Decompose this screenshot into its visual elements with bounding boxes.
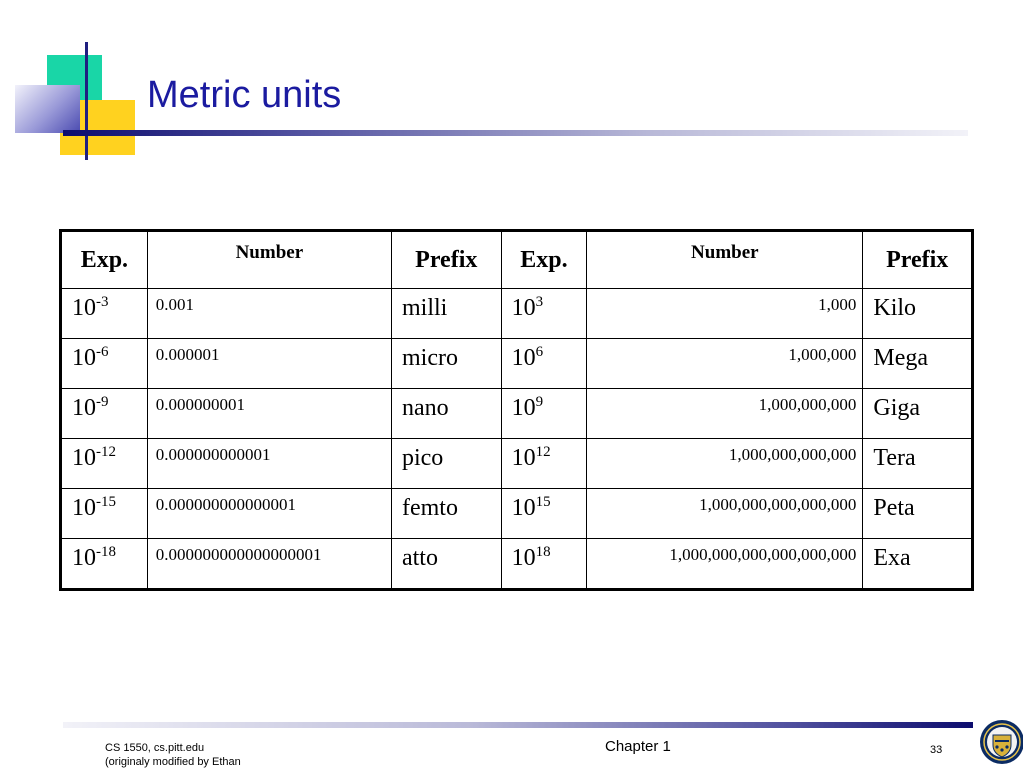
small-prefix-cell: atto <box>391 539 501 590</box>
exp-base: 10 <box>511 295 536 321</box>
large-prefix-cell: Kilo <box>863 289 973 339</box>
footer-chapter: Chapter 1 <box>605 738 671 755</box>
small-prefix-cell: femto <box>391 489 501 539</box>
exp-power: -18 <box>96 544 116 560</box>
exp-base: 10 <box>72 495 96 521</box>
table-row <box>61 539 973 590</box>
exp-small-cell <box>61 439 148 489</box>
large-number-cell: 1,000,000 <box>587 339 863 389</box>
exp-large-cell <box>501 489 587 539</box>
footer-course-line2: (originaly modified by Ethan <box>105 756 241 768</box>
university-seal-icon <box>977 715 1023 768</box>
exp-small-cell <box>61 289 148 339</box>
small-prefix-cell: milli <box>391 289 501 339</box>
small-number-cell: 0.001 <box>147 289 391 339</box>
exp-power: 9 <box>535 394 544 410</box>
exp-small-cell <box>61 539 148 590</box>
large-prefix-cell: Giga <box>863 389 973 439</box>
exp-base: 10 <box>72 345 96 371</box>
header-number-small: Number <box>147 231 391 289</box>
title-underline <box>63 130 968 136</box>
large-prefix-cell: Tera <box>863 439 973 489</box>
table-row <box>61 439 973 489</box>
exp-power: 6 <box>535 344 544 360</box>
header-exp-large: Exp. <box>501 231 587 289</box>
small-number-cell: 0.000000001 <box>147 389 391 439</box>
header-number-large: Number <box>587 231 863 289</box>
table-row <box>61 389 973 439</box>
large-prefix-cell: Peta <box>863 489 973 539</box>
decor-vertical-line <box>85 42 88 160</box>
large-number-cell: 1,000 <box>587 289 863 339</box>
large-prefix-cell: Mega <box>863 339 973 389</box>
exp-large-cell <box>501 539 587 590</box>
exp-base: 10 <box>72 445 96 471</box>
small-prefix-cell: pico <box>391 439 501 489</box>
exp-base: 10 <box>72 545 96 571</box>
exp-power: 12 <box>535 444 551 460</box>
exp-large-cell <box>501 289 587 339</box>
footer-course-line1: CS 1550, cs.pitt.edu <box>105 742 205 754</box>
large-number-cell: 1,000,000,000,000,000,000 <box>587 539 863 590</box>
exp-power: -12 <box>96 444 116 460</box>
header-exp-small: Exp. <box>61 231 148 289</box>
footer-line <box>63 722 973 728</box>
header-prefix-large: Prefix <box>863 231 973 289</box>
small-number-cell: 0.000000000000000001 <box>147 539 391 590</box>
exp-base: 10 <box>511 445 536 471</box>
exp-base: 10 <box>511 345 536 371</box>
exp-power: -15 <box>96 494 116 510</box>
table-row <box>61 489 973 539</box>
decor-blue-gradient-square <box>15 85 80 133</box>
exp-large-cell <box>501 439 587 489</box>
small-number-cell: 0.000000000000001 <box>147 489 391 539</box>
exp-small-cell <box>61 339 148 389</box>
slide-title: Metric units <box>147 74 342 116</box>
exp-power: -6 <box>96 344 109 360</box>
exp-large-cell <box>501 339 587 389</box>
small-prefix-cell: nano <box>391 389 501 439</box>
small-number-cell: 0.000000000001 <box>147 439 391 489</box>
table-row <box>61 289 973 339</box>
exp-base: 10 <box>72 395 96 421</box>
exp-base: 10 <box>511 545 536 571</box>
large-prefix-cell: Exa <box>863 539 973 590</box>
exp-small-cell <box>61 489 148 539</box>
exp-power: 18 <box>535 544 551 560</box>
footer-course <box>105 741 241 769</box>
table-row <box>61 339 973 389</box>
exp-base: 10 <box>72 295 96 321</box>
header-prefix-small: Prefix <box>391 231 501 289</box>
exp-base: 10 <box>511 495 536 521</box>
table-header-row <box>61 231 973 289</box>
exp-small-cell <box>61 389 148 439</box>
small-number-cell: 0.000001 <box>147 339 391 389</box>
exp-power: -3 <box>96 294 109 310</box>
page-number: 33 <box>930 744 943 756</box>
large-number-cell: 1,000,000,000,000 <box>587 439 863 489</box>
large-number-cell: 1,000,000,000 <box>587 389 863 439</box>
large-number-cell: 1,000,000,000,000,000 <box>587 489 863 539</box>
exp-power: -9 <box>96 394 109 410</box>
exp-base: 10 <box>511 395 536 421</box>
exp-power: 3 <box>535 294 544 310</box>
metric-units-table <box>59 229 974 591</box>
small-prefix-cell: micro <box>391 339 501 389</box>
exp-power: 15 <box>535 494 551 510</box>
exp-large-cell <box>501 389 587 439</box>
